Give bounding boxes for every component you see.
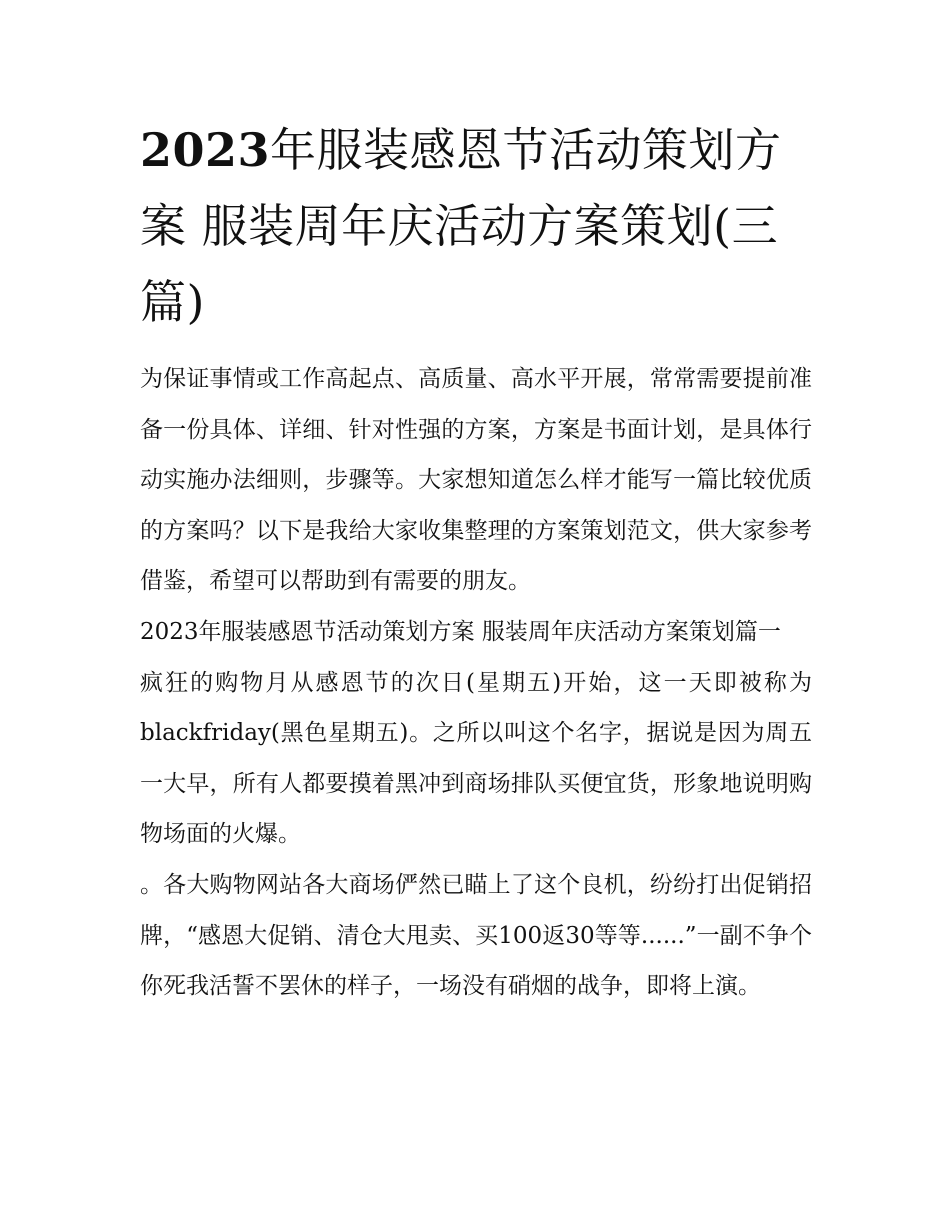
title-year: 2023 — [140, 123, 271, 177]
document-title — [140, 112, 812, 340]
body-paragraph: 。各大购物网站各大商场俨然已瞄上了这个良机，纷纷打出促销招牌，“感恩大促销、清仓大甩卖、买100返30等等......”一副不争个你死我活誓不罢休的样子，一场没有硝烟的战争，即将上演。 — [140, 871, 812, 1000]
intro-paragraph: 为保证事情或工作高起点、高质量、高水平开展，常常需要提前准备一份具体、详细、针对性强的方案，方案是书面计划，是具体行动实施办法细则，步骤等。大家想知道怎么样才能写一篇比较优质的方案吗？以下是我给大家收集整理的方案策划范文，供大家参考借鉴，希望可以帮助到有需要的朋友。 — [140, 366, 812, 595]
section-heading: 2023年服装感恩节活动策划方案 服装周年庆活动方案策划篇一 — [140, 618, 781, 645]
body-paragraph: 疯狂的购物月从感恩节的次日(星期五)开始，这一天即被称为blackfriday(黑色星期五)。之所以叫这个名字，据说是因为周五一大早，所有人都要摸着黑冲到商场排队买便宜货，形象地说明购物场面的火爆。 — [140, 669, 812, 848]
document-page — [140, 112, 812, 1012]
title-text: 年服装感恩节活动策划方案 服装周年庆活动方案策划(三篇) — [140, 123, 782, 329]
